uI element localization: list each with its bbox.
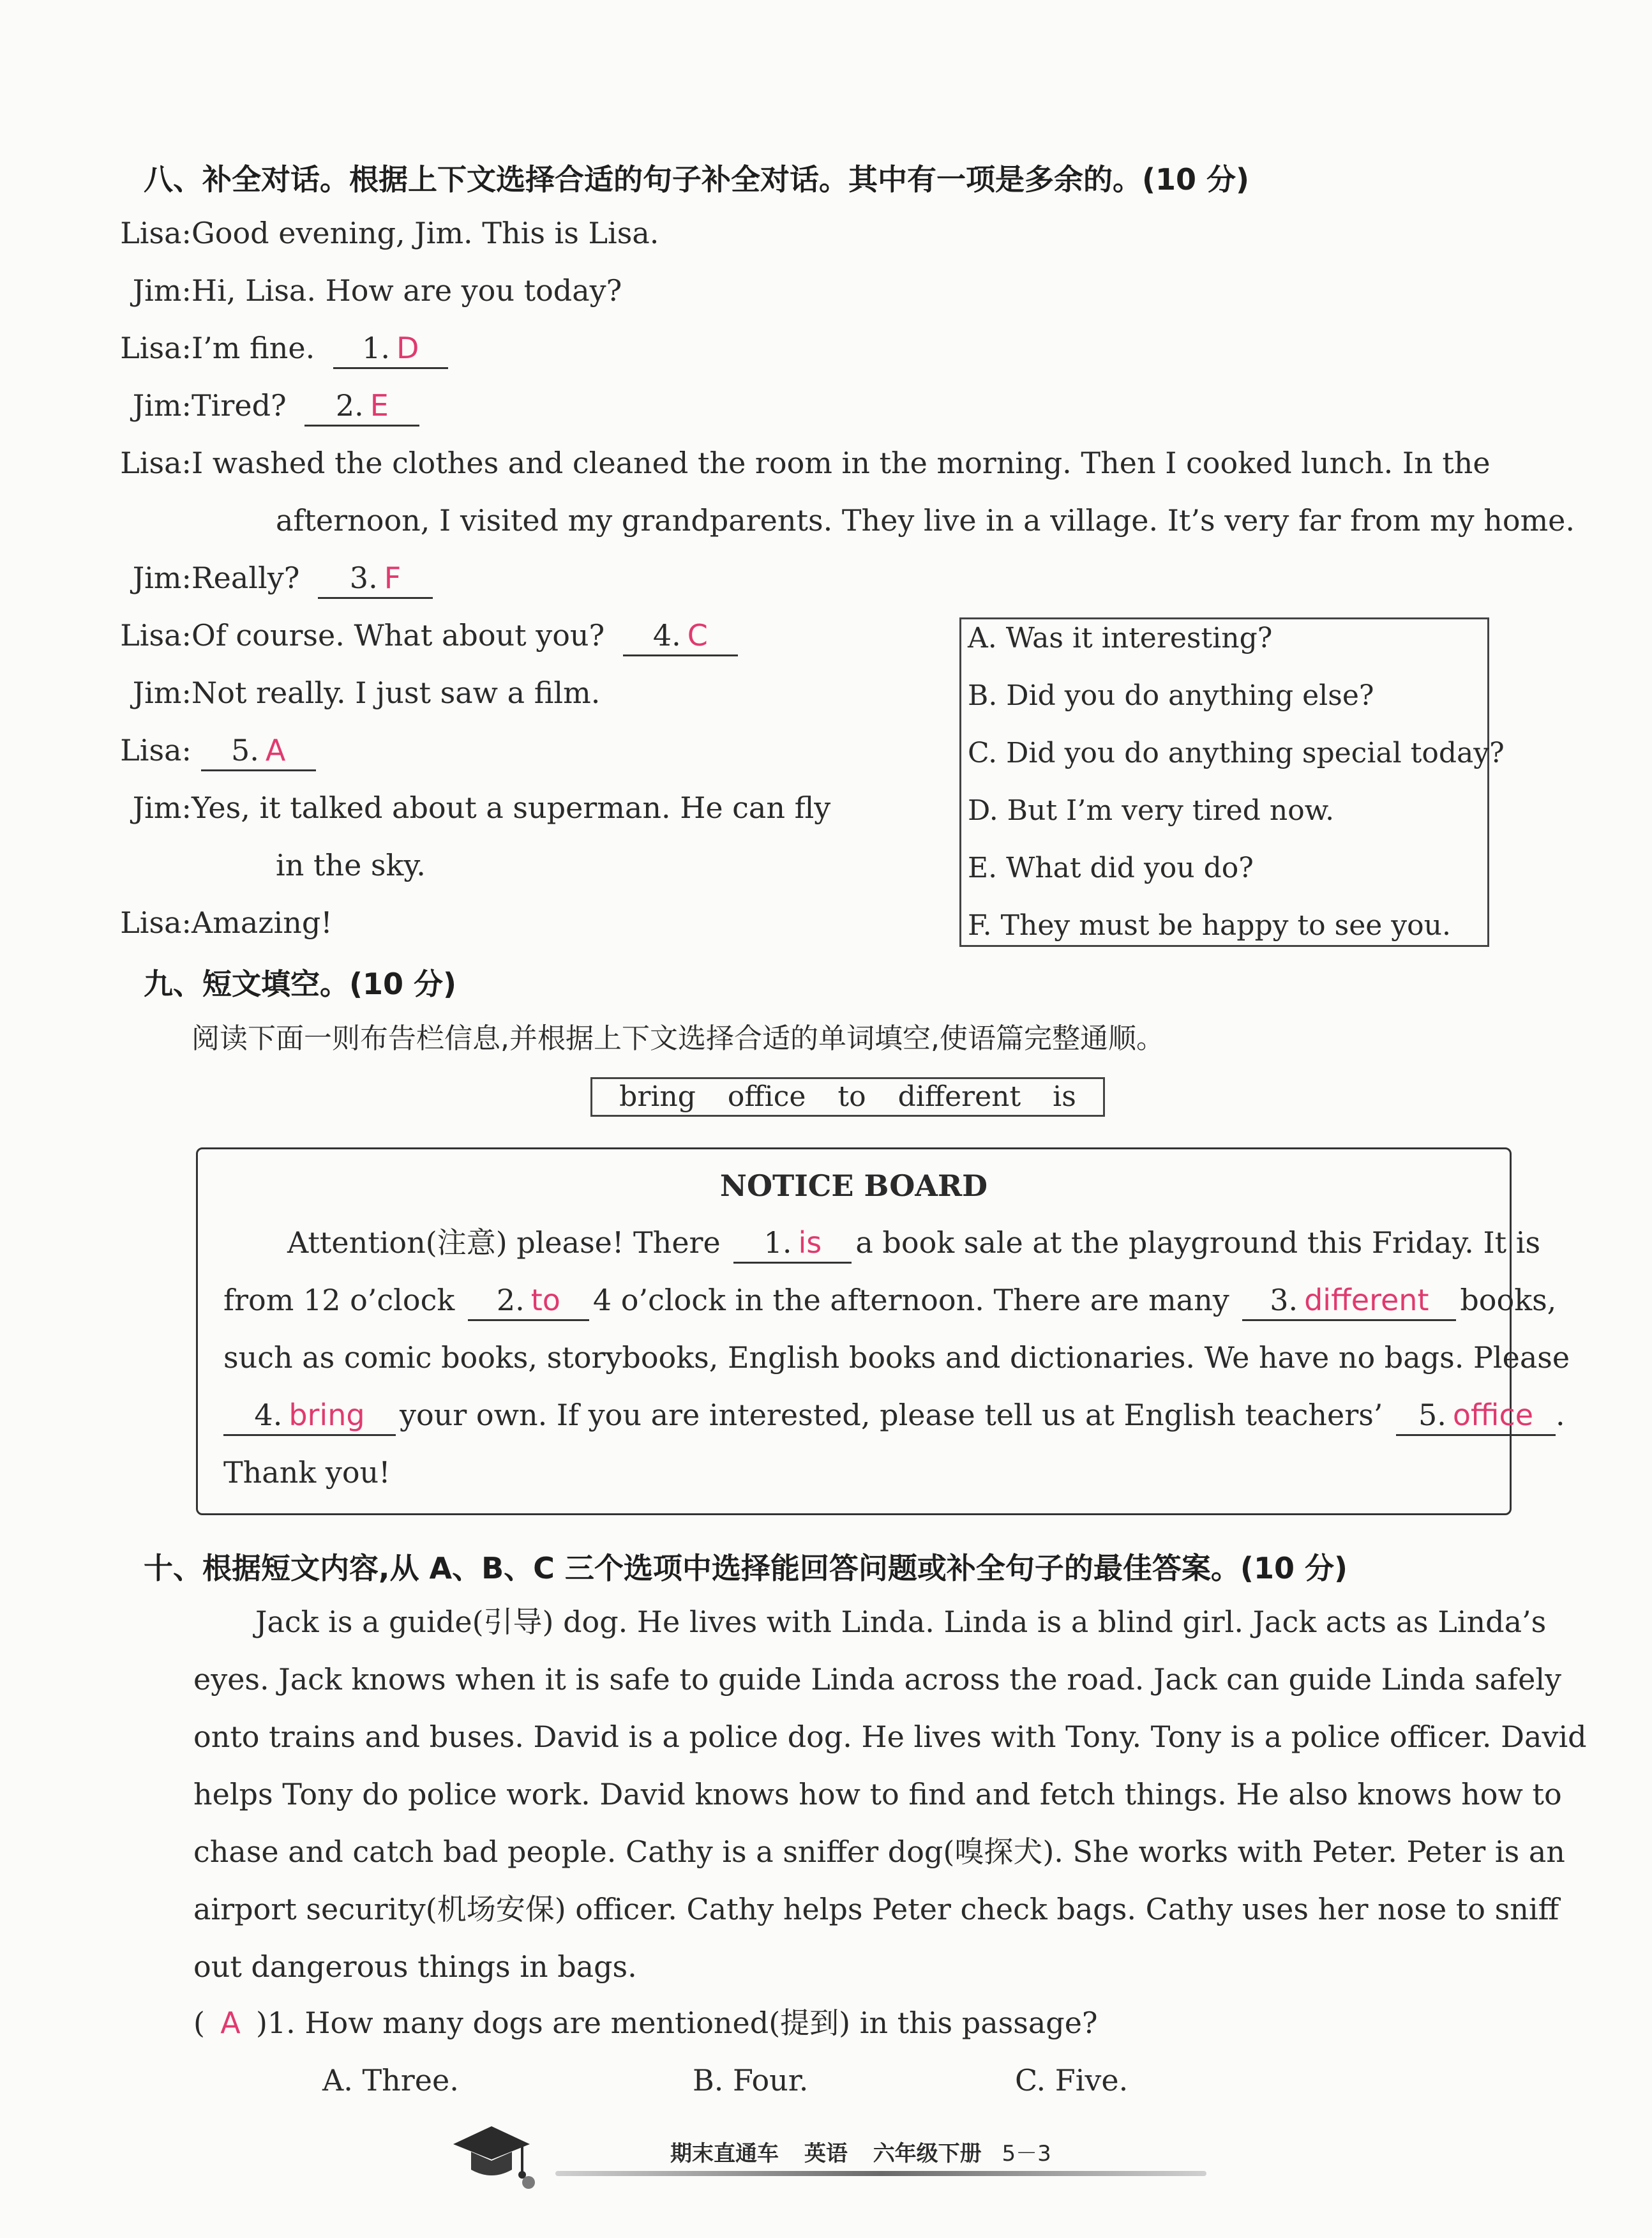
notice-line-3: such as comic books, storybooks, English books and dictionaries. We have no bags. Please	[223, 1340, 1570, 1375]
speaker: Lisa:	[120, 733, 191, 767]
notice-line-1: Attention(注意) please! There 1. is a book sale at the playground this Friday. It is	[287, 1223, 1540, 1264]
answer-blank-1[interactable]: 1. D	[333, 329, 448, 369]
notice-blank-5[interactable]: 5. office	[1396, 1396, 1556, 1436]
option-c: C. Did you do anything special today?	[968, 737, 1505, 769]
dialogue-text: I’m fine.	[191, 331, 315, 365]
dialogue-line-6	[109, 559, 433, 599]
option-f: F. They must be happy to see you.	[968, 909, 1451, 942]
graduation-cap-icon	[447, 2120, 536, 2190]
option-b: B. Did you do anything else?	[968, 679, 1374, 712]
speaker: Lisa:	[120, 905, 191, 940]
footer-page: 5－3	[1002, 2141, 1051, 2166]
notice-line-5: Thank you!	[223, 1455, 391, 1490]
notice-board	[196, 1147, 1570, 1515]
dialogue-line-5-cont: afternoon, I visited my grandparents. They live in a village. It’s very far from my home.	[276, 503, 1575, 538]
notice-blank-3[interactable]: 3. different	[1242, 1281, 1456, 1321]
section9-heading: 九、短文填空。(10 分)	[144, 967, 457, 1001]
dialogue-line-8	[109, 674, 600, 712]
answer-text: bring	[289, 1398, 365, 1432]
dialogue-text: Hi, Lisa. How are you today?	[191, 273, 622, 308]
speaker: Lisa:	[120, 331, 191, 365]
dialogue-line-10-cont: in the sky.	[276, 848, 426, 882]
passage-line-1: Jack is a guide(引导) dog. He lives with Linda. Linda is a blind girl. Jack acts as Linda’s	[255, 1605, 1547, 1639]
dialogue-text: I washed the clothes and cleaned the room in the morning. Then I cooked lunch. In the	[191, 446, 1491, 480]
answer-text: D	[396, 331, 419, 365]
answer-text: to	[530, 1283, 560, 1317]
notice-title: NOTICE BOARD	[719, 1168, 988, 1203]
answer-blank-2[interactable]: 2. E	[304, 386, 419, 427]
speaker: Jim:	[132, 790, 191, 825]
word-bank: bring office to different is	[590, 1077, 1105, 1117]
dialogue-line-2	[109, 271, 622, 310]
notice-line-2: from 12 o’clock 2. to 4 o’clock in the afternoon. There are many 3. different books,	[223, 1281, 1556, 1321]
passage-line-7: out dangerous things in bags.	[193, 1949, 637, 1984]
answer-blank-4[interactable]: 4. C	[623, 616, 738, 656]
dialogue-line-4	[109, 386, 419, 427]
section9-instruction: 阅读下面一则布告栏信息,并根据上下文选择合适的单词填空,使语篇完整通顺。	[191, 1022, 1164, 1055]
passage-line-5: chase and catch bad people. Cathy is a sniffer dog(嗅探犬). She works with Peter. Peter is an	[193, 1834, 1565, 1869]
footer-text	[670, 2136, 1051, 2167]
dialogue-line-9	[109, 731, 316, 771]
notice-line-4: 4. bring your own. If you are interested, please tell us at English teachers’ 5. office .	[223, 1396, 1565, 1436]
dialogue-line-10	[109, 789, 830, 827]
passage-line-4: helps Tony do police work. David knows how to find and fetch things. He also knows how to	[193, 1777, 1562, 1811]
answer-text: office	[1452, 1398, 1534, 1432]
dialogue-line-7	[109, 616, 738, 656]
speaker: Lisa:	[120, 618, 191, 653]
dialogue-line-11	[109, 904, 333, 942]
choice-a: A. Three.	[322, 2063, 459, 2098]
choice-b: B. Four.	[693, 2063, 809, 2098]
dialogue-text: Of course. What about you?	[191, 618, 605, 653]
dialogue-text: Really?	[191, 561, 300, 595]
answer-text: E	[370, 388, 389, 423]
option-a: A. Was it interesting?	[968, 622, 1273, 654]
speaker: Lisa:	[120, 446, 191, 480]
notice-blank-2[interactable]: 2. to	[468, 1281, 589, 1321]
answer-text: A	[265, 733, 286, 767]
dialogue-text: Tired?	[191, 388, 287, 423]
option-d: D. But I’m very tired now.	[968, 794, 1335, 827]
answer-blank-3[interactable]: 3. F	[318, 559, 433, 599]
notice-blank-1[interactable]: 1. is	[733, 1223, 852, 1264]
footer-subject: 英语	[804, 2141, 848, 2166]
question-1: ( A )1. How many dogs are mentioned(提到) in this passage?	[193, 2004, 1098, 2042]
question-1-answer[interactable]: A	[220, 2006, 241, 2040]
speaker: Lisa:	[120, 216, 191, 250]
dialogue-text: Not really. I just saw a film.	[191, 676, 601, 710]
passage-line-6: airport security(机场安保) officer. Cathy helps Peter check bags. Cathy uses her nose to sniff	[193, 1892, 1559, 1926]
speaker: Jim:	[132, 388, 191, 423]
notice-blank-4[interactable]: 4. bring	[223, 1396, 396, 1436]
answer-text: C	[687, 618, 708, 653]
speaker: Jim:	[132, 561, 191, 595]
section10-heading: 十、根据短文内容,从 A、B、C 三个选项中选择能回答问题或补全句子的最佳答案。(10 分)	[144, 1551, 1348, 1585]
answer-text: F	[384, 561, 402, 595]
answer-text: is	[798, 1225, 822, 1260]
choice-c: C. Five.	[1015, 2063, 1129, 2098]
options-box	[959, 617, 1505, 947]
answer-blank-5[interactable]: 5. A	[201, 731, 316, 771]
footer-book: 期末直通车	[670, 2141, 779, 2166]
footer-grade: 六年级下册	[873, 2141, 982, 2166]
section8-heading: 八、补全对话。根据上下文选择合适的句子补全对话。其中有一项是多余的。(10 分)	[144, 162, 1250, 197]
speaker: Jim:	[132, 273, 191, 308]
option-e: E. What did you do?	[968, 852, 1254, 884]
passage-line-2: eyes. Jack knows when it is safe to guide Linda across the road. Jack can guide Linda safely	[193, 1662, 1562, 1697]
speaker: Jim:	[132, 676, 191, 710]
footer-rule	[555, 2171, 1206, 2176]
dialogue-line-1	[109, 214, 659, 252]
dialogue-text: Good evening, Jim. This is Lisa.	[191, 216, 659, 250]
dialogue-text: Yes, it talked about a superman. He can fly	[191, 790, 831, 825]
answer-text: different	[1304, 1283, 1429, 1317]
dialogue-line-5	[109, 444, 1491, 482]
dialogue-line-3	[109, 329, 448, 369]
dialogue-text: Amazing!	[191, 905, 333, 940]
passage-line-3: onto trains and buses. David is a police dog. He lives with Tony. Tony is a police officer. David	[193, 1720, 1587, 1754]
